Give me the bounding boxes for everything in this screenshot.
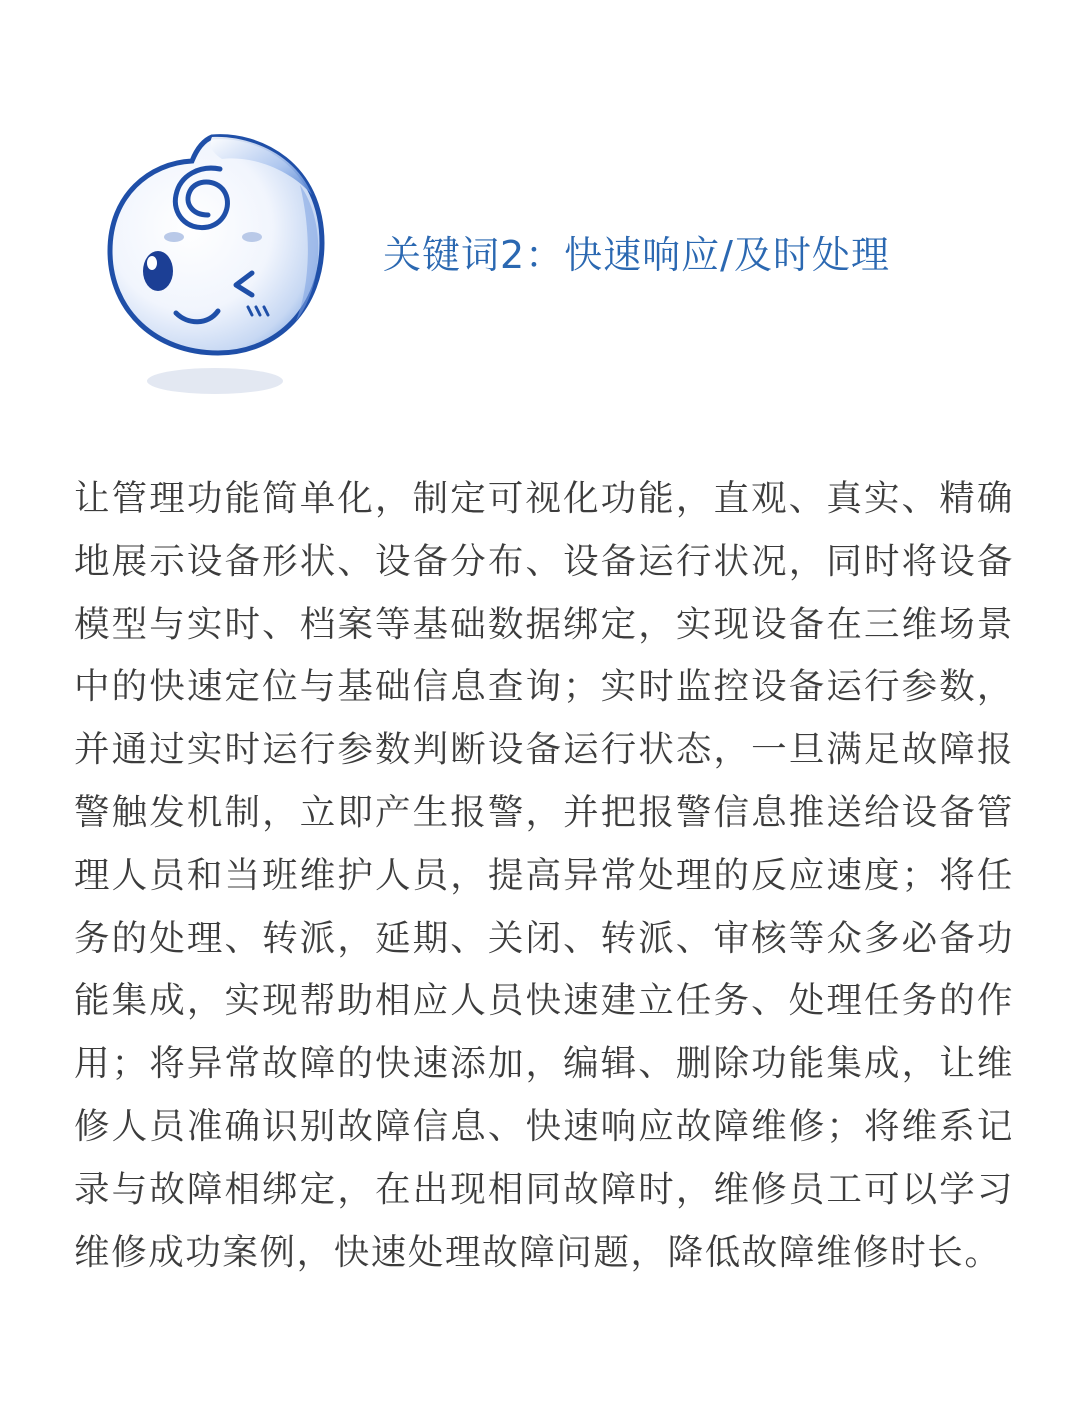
section-header (0, 0, 1080, 440)
body-paragraph: 让管理功能简单化，制定可视化功能，直观、真实、精确地展示设备形状、设备分布、设备运行状况，同时将设备模型与实时、档案等基础数据绑定，实现设备在三维场景中的快速定位与基础信息查询；实时监控设备运行参数，并通过实时运行参数判断设备运行状态，一旦满足故障报警触发机制，立即产生报警，并把报警信息推送给设备管理人员和当班维护人员，提高异常处理的反应速度；将任务的处理、转派，延期、关闭、转派、审核等众多必备功能集成，实现帮助相应人员快速建立任务、处理任务的作用；将异常故障的快速添加，编辑、删除功能集成，让维修人员准确识别故障信息、快速响应故障维修；将维系记录与故障相绑定，在出现相同故障时，维修员工可以学习维修成功案例，快速处理故障问题，降低故障维修时长。 (74, 478, 1014, 1273)
section-heading: 关键词2：快速响应/及时处理 (383, 233, 890, 277)
water-drop-mascot-icon (100, 125, 340, 410)
